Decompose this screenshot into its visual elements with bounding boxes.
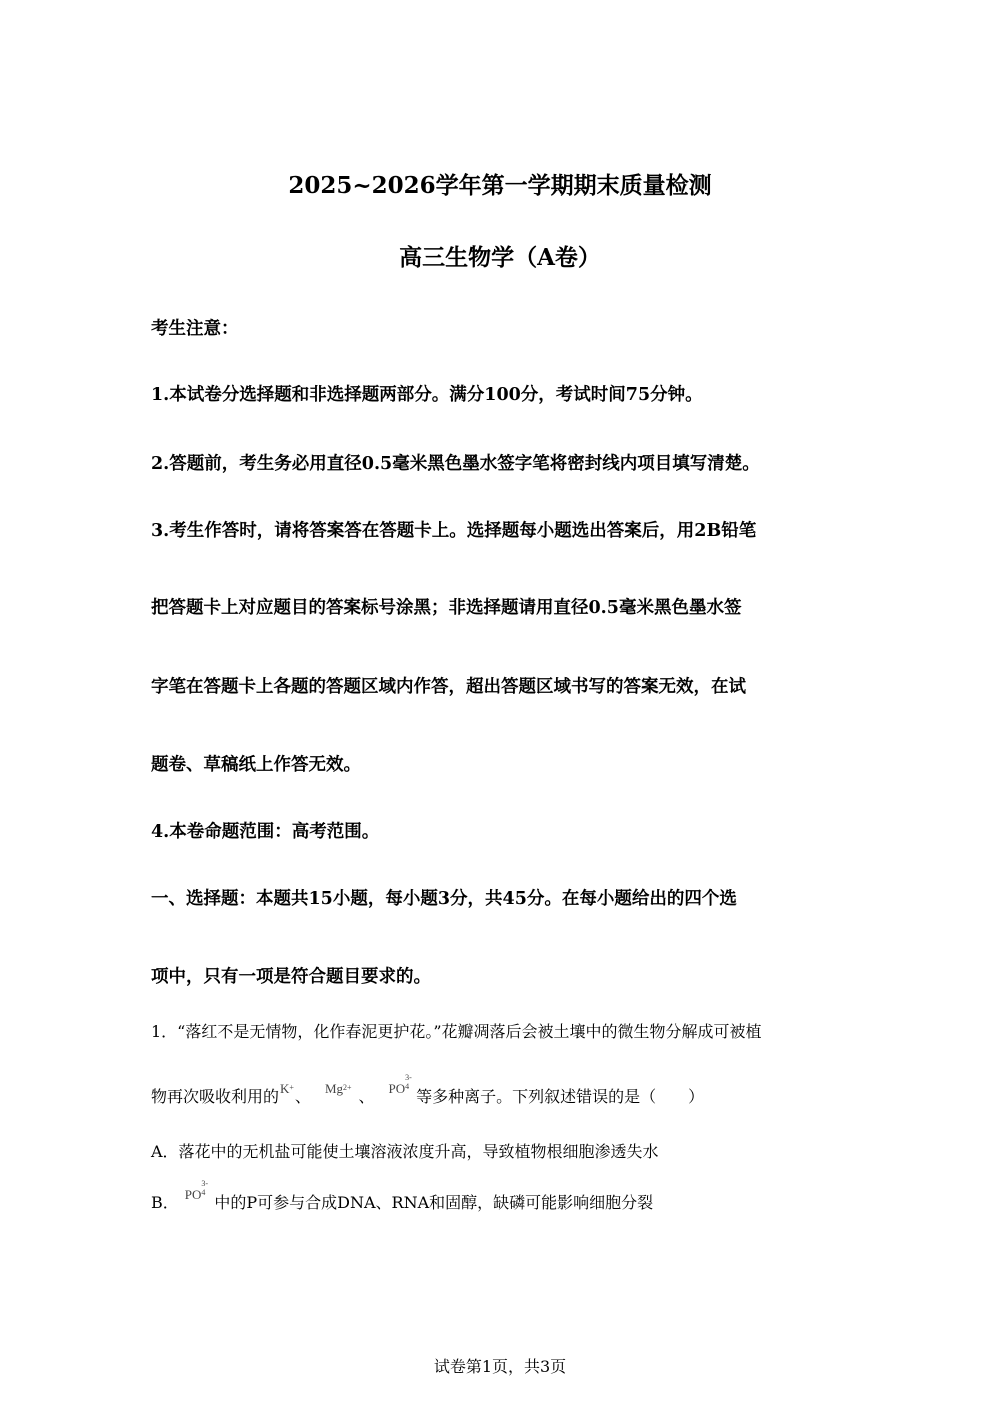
option-b-text: 中的P可参与合成DNA、RNA和固醇，缺磷可能影响细胞分裂 bbox=[214, 1193, 654, 1212]
ion-charge: + bbox=[289, 1083, 294, 1092]
question-1-option-a: A．落花中的无机盐可能使土壤溶液浓度升高，导致植物根细胞渗透失水 bbox=[151, 1142, 659, 1161]
ion-base: K bbox=[280, 1081, 290, 1096]
notice-item-3-line-3: 字笔在答题卡上各题的答题区域内作答，超出答题区域书写的答案无效，在试 bbox=[151, 677, 746, 697]
ion-scripts bbox=[405, 1073, 412, 1093]
ion-scripts bbox=[201, 1179, 209, 1199]
question-1-option-b bbox=[151, 1179, 654, 1217]
stem-text-post: 等多种离子。下列叙述错误的是（ ） bbox=[416, 1087, 705, 1106]
phosphate-ion-formula bbox=[388, 1073, 412, 1102]
separator: 、 bbox=[358, 1087, 375, 1106]
notice-item-3-line-1: 3.考生作答时，请将答案答在答题卡上。选择题每小题选出答案后，用2B铅笔 bbox=[151, 521, 757, 541]
ion-charge: 2+ bbox=[343, 1083, 352, 1092]
exam-subtitle: 高三生物学（A卷） bbox=[399, 244, 601, 271]
stem-text-pre: 物再次吸收利用的 bbox=[151, 1087, 280, 1106]
section-1-heading-line-1: 一、选择题：本题共15小题，每小题3分，共45分。在每小题给出的四个选 bbox=[151, 889, 737, 909]
notice-item-4: 4.本卷命题范围：高考范围。 bbox=[151, 822, 380, 842]
magnesium-ion-formula bbox=[325, 1076, 352, 1104]
ion-subscript: 4 bbox=[201, 1188, 206, 1197]
question-1-stem-line-1: 1．“落红不是无情物，化作春泥更护花。”花瓣凋落后会被土壤中的微生物分解成可被植 bbox=[151, 1022, 762, 1041]
ion-base: Mg bbox=[324, 1081, 343, 1096]
ion-charge: 3- bbox=[201, 1179, 209, 1188]
notice-item-2: 2.答题前，考生务必用直径0.5毫米黑色墨水签字笔将密封线内项目填写清楚。 bbox=[151, 454, 760, 474]
question-1-stem-line-2 bbox=[151, 1073, 705, 1113]
option-b-label: B． bbox=[151, 1193, 179, 1212]
phosphate-ion-formula bbox=[184, 1179, 209, 1208]
ion-subscript: 4 bbox=[405, 1082, 410, 1091]
separator: 、 bbox=[294, 1087, 311, 1106]
notice-item-3-line-2: 把答题卡上对应题目的答案标号涂黑；非选择题请用直径0.5毫米黑色墨水签 bbox=[151, 598, 742, 618]
exam-title: 2025~2026学年第一学期期末质量检测 bbox=[288, 172, 712, 199]
notice-item-1: 1.本试卷分选择题和非选择题两部分。满分100分，考试时间75分钟。 bbox=[151, 385, 703, 405]
ion-charge: 3- bbox=[405, 1073, 412, 1082]
notice-heading: 考生注意： bbox=[151, 319, 239, 339]
notice-item-3-line-4: 题卷、草稿纸上作答无效。 bbox=[151, 755, 361, 775]
potassium-ion-formula bbox=[280, 1076, 294, 1104]
page-footer: 试卷第1页，共3页 bbox=[433, 1357, 567, 1376]
section-1-heading-line-2: 项中，只有一项是符合题目要求的。 bbox=[151, 967, 431, 987]
ion-base: PO bbox=[184, 1187, 202, 1202]
ion-base: PO bbox=[388, 1081, 406, 1096]
